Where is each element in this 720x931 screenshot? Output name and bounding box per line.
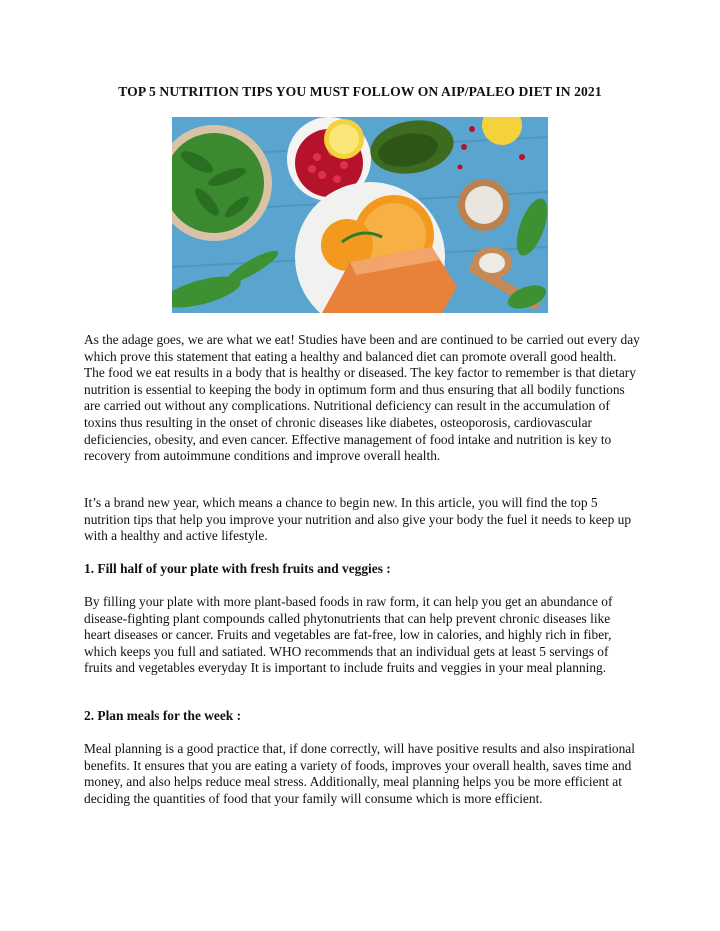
tip1-heading: 1. Fill half of your plate with fresh fruits and veggies : bbox=[84, 561, 391, 576]
food-photo-icon bbox=[172, 117, 548, 313]
page-title: TOP 5 NUTRITION TIPS YOU MUST FOLLOW ON AIP/PALEO DIET IN 2021 bbox=[118, 84, 602, 99]
tip1-paragraph: By filling your plate with more plant-based foods in raw form, it can help you get an abundance of disease-fighting plant compounds called phytonutrients that can help prevent chronic diseases like heart diseases or cancer. Fruits and vegetables are fat-free, low in calories, and highly rich in fiber, which keeps you full and satiated. WHO recommends that an individual gets at least 5 servings of fruits and vegetables everyday It is important to include fruits and veggies in your meal planning. bbox=[84, 594, 613, 676]
food-photo bbox=[172, 117, 548, 313]
new-year-paragraph: It’s a brand new year, which means a chance to begin new. In this article, you will find the top 5 nutrition tips that help you improve your nutrition and also give your body the fuel it needs to keep up with a healthy and active lifestyle. bbox=[84, 495, 632, 544]
tip2-paragraph: Meal planning is a good practice that, if done correctly, will have positive results and also inspirational benefits. It ensures that you are eating a variety of foods, improves your overall health, saves time and money, and also helps reduce meal stress. Additionally, meal planning helps you be more efficient at deciding the quantities of food that your family will consume which is more efficient. bbox=[84, 741, 635, 806]
tip2-heading: 2. Plan meals for the week : bbox=[84, 708, 242, 723]
intro-paragraph: As the adage goes, we are what we eat! Studies have been and are continued to be carried out every day which prove this statement that eating a healthy and balanced diet can promote overall good health. The food we eat results in a body that is healthy or diseased. The key factor to remember is that dietary nutrition is essential to keeping the body in optimum form and thus ensuring that all bodily functions are carried out without any complications. Nutritional deficiency can result in the accumulation of toxins thus resulting in the onset of chronic diseases like diabetes, osteoporosis, cardiovascular deficiencies, obesity, and even cancer. Effective management of food intake and nutrition is key to recovery from autoimmune conditions and improve overall health. bbox=[84, 332, 640, 464]
